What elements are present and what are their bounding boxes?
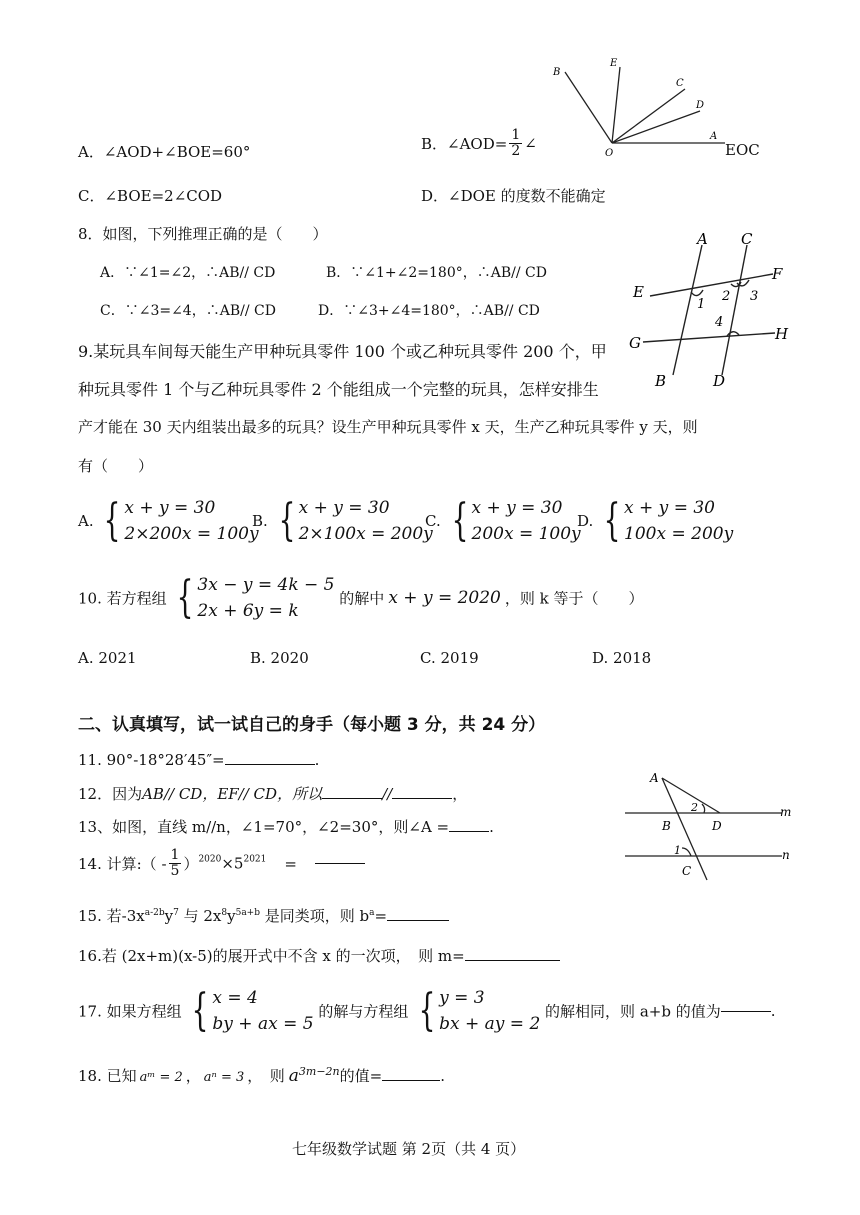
- q17-answer-blank[interactable]: [721, 1011, 771, 1012]
- q14-times: ×5: [221, 854, 244, 873]
- q7-angle-figure: [550, 55, 730, 160]
- q11: [78, 751, 319, 769]
- q15-exp-bb: a: [369, 908, 375, 918]
- q11-text: 11. 90°-18°28′45″=: [78, 751, 225, 769]
- q8-label-B: B: [655, 372, 667, 390]
- q15-prefix: 15. 若-3x: [78, 907, 145, 925]
- q13-label-n: n: [782, 848, 790, 862]
- q9-a-eq2: 2×200x = 100y: [124, 524, 259, 544]
- q7-option-c: C．∠BOE=2∠COD: [78, 187, 223, 205]
- q8-option-b: B．∵∠1+∠2=180°，∴AB// CD: [326, 265, 547, 281]
- q15-answer-blank[interactable]: [387, 920, 449, 921]
- q18-sep: ，: [185, 1067, 201, 1085]
- q8-label-E: E: [633, 283, 644, 301]
- q14-exp2: 2021: [243, 854, 267, 865]
- q10-prefix: 10. 若方程组: [78, 589, 167, 608]
- q7-label-C: C: [676, 78, 684, 89]
- q7-label-B: B: [553, 67, 561, 78]
- q17-sys1-eq2: by + ax = 5: [212, 1014, 314, 1034]
- q9-option-c-label: C.: [425, 512, 441, 530]
- q7-frac-denominator: 2: [511, 143, 521, 159]
- q13-label-B: B: [662, 819, 671, 833]
- q18-end: .: [440, 1067, 445, 1085]
- q18-cond-1: aᵐ = 2: [139, 1070, 183, 1085]
- q15-eq: =: [374, 907, 388, 925]
- q13-text: 13、如图，直线 m//n，∠1=70°，∠2=30°，则∠A =: [78, 818, 450, 836]
- q13-label-C: C: [682, 864, 692, 878]
- q10-system: { 3x − y = 4k − 5 2x + 6y = k: [177, 572, 335, 623]
- page-footer: 七年级数学试题 第 2页（共 4 页）: [292, 1140, 526, 1158]
- q9-line-1: 9.某玩具车间每天能生产甲种玩具零件 100 个或乙种玩具零件 200 个，甲: [78, 342, 607, 361]
- q8-label-G: G: [629, 334, 641, 352]
- q13-parallel-lines-figure: [620, 768, 800, 883]
- q7-label-D: D: [696, 100, 705, 111]
- q17-system-1: { x = 4 by + ax = 5: [192, 985, 314, 1036]
- q8-option-c: C．∵∠3=∠4，∴AB// CD: [100, 303, 276, 319]
- q9-d-eq2: 100x = 200y: [624, 524, 734, 544]
- q7-label-E: E: [610, 58, 618, 69]
- q15-exp-y: 7: [173, 908, 179, 918]
- q10-stem: [78, 572, 644, 624]
- q7-option-b-fraction: [509, 128, 522, 159]
- q13-label-1: 1: [674, 844, 681, 857]
- q10-middle: 的解中: [339, 589, 385, 608]
- q8-label-2: 2: [722, 289, 731, 304]
- q9-d-eq1: x + y = 30: [624, 498, 715, 518]
- q8-label-3: 3: [750, 289, 759, 304]
- q9-line-4: 有（ ）: [78, 457, 154, 475]
- q18-cond-2: aⁿ = 3: [203, 1070, 245, 1085]
- q13-label-m: m: [780, 805, 792, 819]
- q8-label-H: H: [775, 325, 789, 343]
- q9-b-eq1: x + y = 30: [298, 498, 390, 518]
- q12: [78, 783, 467, 804]
- q7-label-O: O: [605, 148, 614, 159]
- q7-label-A: A: [710, 131, 718, 142]
- q12-prefix: 12．因为: [78, 785, 143, 803]
- q17-sys2-eq2: bx + ay = 2: [439, 1014, 541, 1034]
- q15-mid: 与 2x: [178, 907, 222, 925]
- q8-label-C: C: [741, 230, 753, 248]
- q16-answer-blank[interactable]: [465, 960, 560, 961]
- q8-label-A: A: [697, 230, 708, 248]
- q10-suffix: ，则 k 等于（ ）: [504, 589, 644, 608]
- q8-parallel-lines-figure: [625, 230, 795, 390]
- q8-stem: 8．如图，下列推理正确的是（ ）: [78, 225, 328, 243]
- q9-option-c-system: { x + y = 30 200x = 100y: [451, 495, 581, 546]
- q17-prefix: 17. 如果方程组: [78, 1002, 182, 1021]
- q7-option-b: [421, 128, 537, 159]
- q13-end: .: [489, 818, 494, 836]
- q18-expr-base: a: [288, 1066, 299, 1086]
- q14-prefix: 14. 计算:（ -: [78, 855, 167, 873]
- q14-frac-denominator: 5: [170, 863, 180, 879]
- q9-c-eq2: 200x = 100y: [471, 524, 581, 544]
- q13-label-D: D: [712, 819, 722, 833]
- q8-option-a: A．∵∠1=∠2，∴AB// CD: [100, 265, 276, 281]
- q9-option-d: [577, 495, 733, 547]
- q9-option-b-system: { x + y = 30 2×100x = 200y: [278, 495, 433, 546]
- q18-mid: ， 则: [247, 1067, 285, 1085]
- q18-prefix: 18. 已知: [78, 1067, 137, 1085]
- q14: [78, 848, 365, 879]
- q15-suffix: 是同类项，则 b: [260, 907, 370, 925]
- q12-mid: AB// CD，EF// CD，所以: [142, 785, 323, 803]
- q9-option-d-label: D.: [577, 512, 594, 530]
- q10-option-d: D. 2018: [592, 649, 652, 667]
- q7-option-b-suffix: ∠: [524, 134, 537, 153]
- q10-eq1: 3x − y = 4k − 5: [197, 575, 335, 595]
- q14-frac-numerator: 1: [170, 847, 180, 863]
- q9-b-eq2: 2×100x = 200y: [298, 524, 433, 544]
- q13-label-A: A: [650, 771, 659, 785]
- q18-suffix: 的值=: [339, 1067, 383, 1085]
- q9-option-d-system: { x + y = 30 100x = 200y: [603, 495, 734, 546]
- q8-option-d: D．∵∠3+∠4=180°，∴AB// CD: [318, 303, 540, 319]
- q18-expr-exp: 3m−2n: [298, 1065, 340, 1078]
- q13: [78, 816, 494, 837]
- q17-sys2-eq1: y = 3: [439, 988, 485, 1008]
- q17-suffix: 的解相同，则 a+b 的值为: [545, 1002, 721, 1021]
- q7-option-d: D．∠DOE 的度数不能确定: [421, 187, 606, 205]
- q9-line-3: 产才能在 30 天内组装出最多的玩具？设生产甲种玩具零件 x 天，生产乙种玩具零件 y 天，则: [78, 418, 698, 436]
- q13-answer-blank[interactable]: [449, 831, 489, 832]
- q15-y: y: [164, 907, 174, 925]
- q8-label-F: F: [772, 265, 783, 283]
- q9-c-eq1: x + y = 30: [471, 498, 563, 518]
- q14-eq: =: [284, 854, 297, 873]
- q15-exp-b: 8: [221, 908, 228, 918]
- q10-eq2: 2x + 6y = k: [197, 601, 299, 621]
- q8-label-4: 4: [715, 315, 724, 330]
- q17-sys1-eq1: x = 4: [212, 988, 258, 1008]
- q8-label-D: D: [713, 372, 726, 390]
- q12-answer-blank-2[interactable]: [392, 798, 452, 799]
- q18: [78, 1065, 445, 1086]
- q14-exp1: 2020: [198, 854, 222, 865]
- q8-label-1: 1: [697, 297, 706, 312]
- q15-y2: y: [227, 907, 236, 925]
- q17-mid: 的解与方程组: [318, 1002, 409, 1021]
- q9-a-eq1: x + y = 30: [124, 498, 216, 518]
- q14-close: ）: [183, 855, 199, 873]
- q13-label-2: 2: [691, 801, 698, 814]
- q11-answer-blank[interactable]: [225, 764, 315, 765]
- q9-option-b-label: B.: [252, 512, 268, 530]
- q7-option-b-tail: EOC: [725, 141, 760, 159]
- q17-system-2: { y = 3 bx + ay = 2: [418, 985, 541, 1036]
- q16-text: 16.若 (2x+m)(x-5)的展开式中不含 x 的一次项， 则 m=: [78, 947, 465, 965]
- section-2-title: 二、认真填写，试一试自己的身手（每小题 3 分，共 24 分）: [78, 715, 546, 735]
- q17: [78, 985, 775, 1037]
- q15-exp-a: a-2b: [144, 908, 165, 918]
- q15-exp-y2: 5a+b: [235, 908, 260, 918]
- q12-sep: //: [382, 785, 393, 803]
- q14-fraction: [169, 848, 182, 879]
- q10-condition: x + y = 2020: [388, 588, 501, 608]
- q9-option-a-label: A.: [78, 512, 94, 530]
- q9-option-c: [425, 495, 581, 547]
- q11-end: .: [314, 751, 320, 769]
- q9-line-2: 种玩具零件 1 个与乙种玩具零件 2 个能组成一个完整的玩具，怎样安排生: [78, 380, 599, 399]
- q9-option-a: [78, 495, 259, 547]
- q9-option-a-system: { x + y = 30 2×200x = 100y: [103, 495, 259, 546]
- q15: [78, 905, 449, 926]
- q14-answer-blank[interactable]: [315, 863, 365, 864]
- q9-option-b: [252, 495, 433, 547]
- q10-option-b: B. 2020: [250, 649, 309, 667]
- q12-answer-blank-1[interactable]: [322, 798, 382, 799]
- q17-end: .: [770, 1002, 776, 1020]
- q7-option-b-prefix: B．∠AOD=: [421, 135, 508, 153]
- q16: [78, 945, 560, 966]
- q10-option-c: C. 2019: [420, 649, 479, 667]
- q7-option-a: A．∠AOD+∠BOE=60°: [78, 143, 251, 161]
- q18-answer-blank[interactable]: [382, 1080, 440, 1081]
- q10-option-a: A. 2021: [78, 649, 137, 667]
- q12-end: ，: [452, 785, 468, 803]
- q7-frac-numerator: 1: [511, 127, 521, 143]
